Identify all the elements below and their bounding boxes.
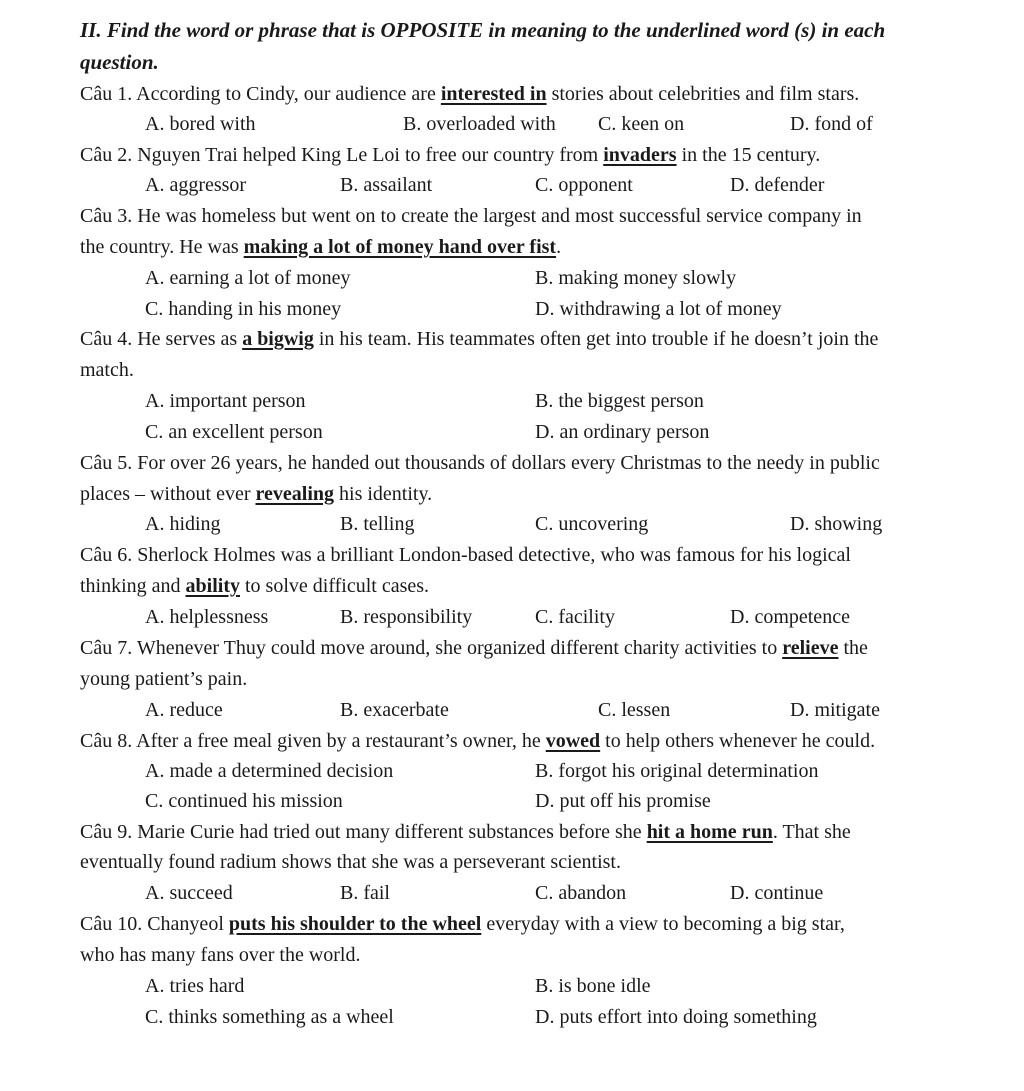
question-text: his identity. [334, 483, 433, 505]
underlined-word: puts his shoulder to the wheel [228, 913, 482, 935]
option-d: D. withdrawing a lot of money [535, 298, 782, 320]
option-c: C. keen on [598, 113, 685, 135]
option-a: A. made a determined decision [145, 760, 394, 782]
underlined-word: ability [185, 575, 240, 597]
question-10-cont: who has many fans over the world. [80, 944, 361, 966]
underlined-word: interested in [440, 83, 547, 105]
question-1 [80, 82, 859, 106]
option-d: D. fond of [790, 113, 873, 135]
question-text: After a free meal given by a restaurant’s owner, he [136, 730, 546, 752]
question-3-cont [80, 235, 561, 259]
question-7-cont: young patient’s pain. [80, 668, 248, 690]
question-text: in his team. His teammates often get into trouble if he doesn’t join the [313, 328, 879, 350]
option-b: B. making money slowly [535, 267, 737, 289]
option-b: B. fail [340, 882, 390, 904]
section-heading-line2: question. [80, 50, 159, 74]
question-5-cont [80, 482, 432, 506]
option-b: B. is bone idle [535, 975, 651, 997]
question-6 [80, 543, 851, 567]
option-d: D. continue [730, 882, 824, 904]
question-4 [80, 327, 878, 351]
option-c: C. uncovering [535, 513, 649, 535]
question-text: Sherlock Holmes was a brilliant London-based detective, who was famous for his logical [137, 544, 851, 566]
question-text: stories about celebrities and film stars. [546, 83, 860, 105]
question-text: . That she [772, 821, 851, 843]
option-c: C. an excellent person [145, 421, 323, 443]
option-c: C. continued his mission [145, 790, 343, 812]
option-a: A. important person [145, 390, 306, 412]
question-label: Câu 8. [80, 730, 133, 752]
option-a: A. hiding [145, 513, 221, 535]
option-c: C. thinks something as a wheel [145, 1006, 394, 1028]
option-d: D. competence [730, 606, 850, 628]
underlined-word: hit a home run [646, 821, 773, 843]
option-a: A. succeed [145, 882, 233, 904]
question-label: Câu 9. [80, 821, 133, 843]
option-b: B. responsibility [340, 606, 473, 628]
question-text: Nguyen Trai helped King Le Loi to free our country from [137, 144, 604, 166]
question-label: Câu 3. [80, 205, 133, 227]
question-text: in the 15 century. [676, 144, 821, 166]
question-5 [80, 451, 880, 475]
question-label: Câu 10. [80, 913, 143, 935]
question-2 [80, 143, 820, 167]
option-c: C. abandon [535, 882, 627, 904]
option-c: C. lessen [598, 699, 671, 721]
option-b: B. exacerbate [340, 699, 449, 721]
option-d: D. showing [790, 513, 883, 535]
question-text: to solve difficult cases. [240, 575, 430, 597]
option-a: A. bored with [145, 113, 256, 135]
question-text: everyday with a view to becoming a big star, [481, 913, 845, 935]
question-7 [80, 636, 868, 660]
option-b: B. telling [340, 513, 415, 535]
question-text: Whenever Thuy could move around, she organized different charity activities to [136, 637, 783, 659]
question-text: He was homeless but went on to create the largest and most successful service company in [137, 205, 862, 227]
question-text: According to Cindy, our audience are [136, 83, 441, 105]
option-d: D. mitigate [790, 699, 880, 721]
question-label: Câu 5. [80, 452, 133, 474]
option-c: C. facility [535, 606, 615, 628]
question-label: Câu 6. [80, 544, 133, 566]
option-a: A. earning a lot of money [145, 267, 351, 289]
option-b: B. assailant [340, 174, 433, 196]
question-text: to help others whenever he could. [600, 730, 876, 752]
question-10 [80, 912, 845, 936]
question-text: places – without ever [80, 483, 256, 505]
option-b: B. overloaded with [403, 113, 556, 135]
section-heading-line1: II. Find the word or phrase that is OPPOSITE in meaning to the underlined word (s) in each [80, 18, 886, 42]
option-d: D. defender [730, 174, 825, 196]
option-a: A. aggressor [145, 174, 247, 196]
question-text: the [838, 637, 868, 659]
question-label: Câu 1. [80, 83, 133, 105]
question-6-cont [80, 574, 429, 598]
underlined-word: revealing [255, 483, 335, 505]
question-9-cont: eventually found radium shows that she was a perseverant scientist. [80, 851, 621, 873]
underlined-word: a bigwig [242, 328, 314, 350]
option-a: A. helplessness [145, 606, 269, 628]
question-text: Marie Curie had tried out many different substances before she [137, 821, 647, 843]
question-text: For over 26 years, he handed out thousands of dollars every Christmas to the needy in public [137, 452, 880, 474]
option-b: B. forgot his original determination [535, 760, 819, 782]
option-c: C. handing in his money [145, 298, 342, 320]
question-label: Câu 4. [80, 328, 133, 350]
option-a: A. tries hard [145, 975, 245, 997]
option-a: A. reduce [145, 699, 223, 721]
option-d: D. put off his promise [535, 790, 711, 812]
question-8 [80, 729, 875, 753]
question-text: He serves as [137, 328, 243, 350]
option-c: C. opponent [535, 174, 633, 196]
question-label: Câu 7. [80, 637, 133, 659]
question-text: thinking and [80, 575, 186, 597]
question-9 [80, 820, 851, 844]
underlined-word: relieve [782, 637, 839, 659]
question-text: the country. He was [80, 236, 244, 258]
underlined-word: making a lot of money hand over fist [243, 236, 557, 258]
question-label: Câu 2. [80, 144, 133, 166]
question-4-cont: match. [80, 359, 134, 381]
option-b: B. the biggest person [535, 390, 704, 412]
option-d: D. an ordinary person [535, 421, 710, 443]
question-3 [80, 204, 862, 228]
question-text: Chanyeol [147, 913, 229, 935]
underlined-word: vowed [545, 730, 601, 752]
question-text: . [556, 236, 562, 258]
underlined-word: invaders [603, 144, 677, 166]
option-d: D. puts effort into doing something [535, 1006, 817, 1028]
